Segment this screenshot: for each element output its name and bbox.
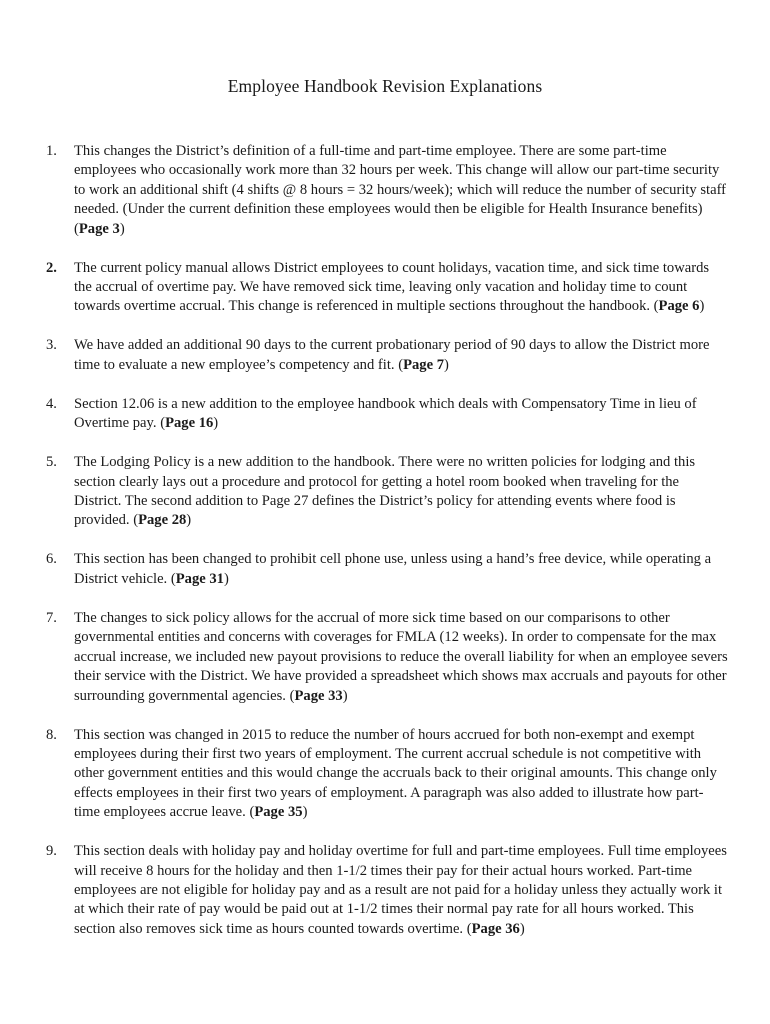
page-reference-label: Page 16 <box>165 415 214 432</box>
page-reference-label: Page 3 <box>78 220 120 237</box>
item-text: This section was changed in 2015 to reduce the number of hours accrued for both non-exempt and exempt employees during their first two years of employment. The current accrual schedule is not competitive with other government entities and this would change the accruals back to their original amounts. This change only effects employees in their first two years of employment. A paragraph was also added to illustrate how part-time employees accrue leave. <box>74 726 717 821</box>
item-number: 5. <box>46 454 57 471</box>
item-number: 4. <box>46 395 57 412</box>
page-reference: (Page 33) <box>289 687 348 704</box>
page-reference: (Page 28) <box>133 512 192 529</box>
revision-item <box>38 336 728 375</box>
page-reference-label: Page 7 <box>403 356 445 373</box>
page-reference: (Page 7) <box>398 356 449 373</box>
item-text: This section has been changed to prohibit cell phone use, unless using a hand’s free device, while operating a District vehicle. <box>74 551 712 587</box>
document-title: Employee Handbook Revision Explanations <box>227 76 543 96</box>
page-reference-label: Page 31 <box>175 570 224 587</box>
item-number: 6. <box>46 551 57 568</box>
item-text: Section 12.06 is a new addition to the employee handbook which deals with Compensatory Time in lieu of Overtime pay. <box>74 395 697 432</box>
page-reference-label: Page 35 <box>254 804 303 821</box>
revision-item <box>38 842 728 939</box>
page-reference: (Page 16) <box>160 415 219 432</box>
item-text: This changes the District’s definition of a full-time and part-time employee. There are some part-time employees who occasionally work more than 32 hours per week. This change will allow our part-time security to work an additional shift (4 shifts @ 8 hours = 32 hours/week); which will reduce the number of security staff needed. (Under the current definition these employees would then be eligible for Health Insurance benefits) <box>74 143 727 218</box>
revision-item <box>38 609 728 706</box>
item-number: 1. <box>46 143 57 159</box>
item-number: 9. <box>46 843 57 860</box>
item-text: The changes to sick policy allows for the accrual of more sick time based on our comparisons to other governmental entities and concerns with coverages for FMLA (12 weeks). In order to compensate for the max accrual increase, we included new payout provisions to reduce the overall liability for when an employee severs their service with the District. We have provided a spreadsheet which shows max accruals and payouts for other surrounding governmental agencies. <box>74 609 728 704</box>
item-number: 2. <box>46 259 57 276</box>
page-reference: (Page 3) <box>74 220 125 237</box>
revision-list <box>38 142 728 959</box>
page-reference-label: Page 6 <box>658 298 700 315</box>
page-reference-label: Page 28 <box>138 512 187 529</box>
item-text: This section deals with holiday pay and holiday overtime for full and part-time employees. Full time employees will receive 8 hours for the holiday and then 1-1/2 times their pay for their actual hours worked. Part-time employees are not eligible for holiday pay and as a result are not paid for a holiday unless they actually work it at which their rate of pay would be paid out at 1-1/2 times their normal pay rate for all hours worked. This section also removes sick time as hours counted towards overtime. <box>74 843 727 937</box>
page-reference: (Page 31) <box>170 570 229 587</box>
page-reference: (Page 36) <box>466 920 525 937</box>
item-text: The current policy manual allows District employees to count holidays, vacation time, and sick time towards the accrual of overtime pay. We have removed sick time, leaving only vacation and holiday time to count towards overtime accrual. This change is referenced in multiple sections throughout the handbook. <box>74 259 710 315</box>
revision-item <box>38 259 728 317</box>
revision-item <box>38 550 728 589</box>
page-reference: (Page 35) <box>249 804 308 821</box>
item-number: 3. <box>46 337 57 354</box>
item-text: We have added an additional 90 days to the current probationary period of 90 days to allow the District more time to evaluate a new employee’s competency and fit. <box>74 337 710 373</box>
revision-item <box>38 142 728 239</box>
item-number: 8. <box>46 726 57 743</box>
item-text: The Lodging Policy is a new addition to the handbook. There were no written policies for lodging and this section clearly lays out a procedure and protocol for getting a hotel room booked when traveling for the District. The second addition to Page 27 defines the District’s policy for attending events where food is provided. <box>74 454 696 529</box>
revision-item <box>38 726 728 823</box>
revision-item <box>38 395 728 434</box>
page-reference-label: Page 33 <box>294 687 343 704</box>
page-reference-label: Page 36 <box>471 920 520 937</box>
item-number: 7. <box>46 609 57 626</box>
page-reference: (Page 6) <box>653 298 705 315</box>
revision-item <box>38 453 728 531</box>
